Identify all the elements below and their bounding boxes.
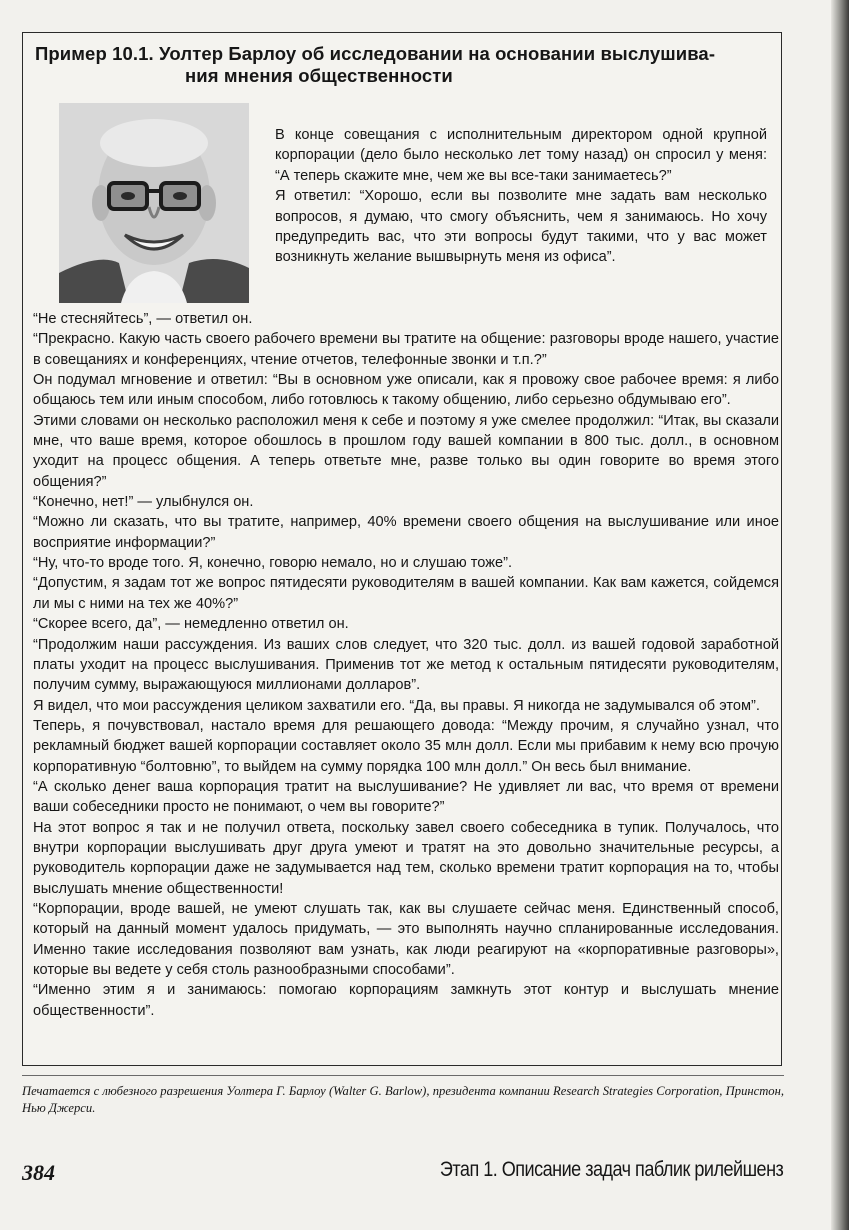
portrait-illustration xyxy=(59,103,249,303)
footnote-rule xyxy=(22,1075,784,1076)
footnote: Печатается с любезного разрешения Уолтера Г. Барлоу (Walter G. Barlow), президента компании Research Strategies Corporation, Принстон, Нью Джерси. xyxy=(22,1084,784,1115)
dialogue-paragraph: Я видел, что мои рассуждения целиком захватили его. “Да, вы правы. Я никогда не задумывался об этом”. xyxy=(33,697,760,714)
portrait-photo xyxy=(59,103,249,303)
dialogue-paragraph: “Не стесняйтесь”, — ответил он. xyxy=(33,311,253,327)
example-box xyxy=(22,32,782,1066)
dialogue-paragraph: На этот вопрос я так и не получил ответа, поскольку завел своего собеседника в тупик. Получалось, что внутри корпорации выслушивать друг друга умеют и тратят на это довольно значительные ресурсы, а руководитель корпорации даже не задумывается над тем, сколько времени тратит корпорация на то, чтобы выслушать мнение общественности! xyxy=(33,819,779,897)
example-title xyxy=(35,43,777,87)
intro-text xyxy=(275,125,767,268)
dialogue-paragraph: “Именно этим я и занимаюсь: помогаю корпорациям замкнуть этот контур и выслушать мнение общественности”. xyxy=(33,982,779,1019)
example-title-line-2: ния мнения общественности xyxy=(185,65,453,86)
page-edge-shadow xyxy=(831,0,849,1230)
dialogue-paragraph: Теперь, я почувствовал, настало время для решающего довода: “Между прочим, я случайно узнал, что рекламный бюджет вашей корпорации составляет около 35 млн долл. Если мы прибавим к нему всю прочую корпоративную “болтовню”, то выйдем на сумму порядка 100 млн долл.” Он весь был внимание. xyxy=(33,717,779,775)
page-number: 384 xyxy=(22,1160,55,1185)
dialogue-paragraph: Этими словами он несколько расположил меня к себе и поэтому я уже смелее продолжил: “Итак, вы сказали мне, что ваше время, которое обошлось в прошлом году вашей компании в 800 тыс. долл., в основном уходит на процесс общения. А теперь ответьте мне, разве только вы один говорите во время этого общения?” xyxy=(33,412,779,490)
intro-paragraph: Я ответил: “Хорошо, если вы позволите мне задать вам несколько вопросов, я думаю, что смогу объяснить, чем я занимаюсь. Но хочу предупредить вас, что эти вопросы будут такими, что у вас может возникнуть желание вышвырнуть меня из офиса”. xyxy=(275,188,767,266)
dialogue-paragraph: “Корпорации, вроде вашей, не умеют слушать так, как вы слушаете сейчас меня. Единственный способ, который на данный момент удалось придумать, — это выполнять научно спланированные исследования. Именно такие исследования позволяют вам узнать, как люди реагируют на «корпоративные разговоры», которые вы ведете у себя столь разнообразными способами”. xyxy=(33,900,779,978)
dialogue-paragraph: “А сколько денег ваша корпорация тратит на выслушивание? Не удивляет ли вас, что время от времени ваши собеседники просто не понимают, о чем вы говорите?” xyxy=(33,778,779,816)
dialogue-paragraph: “Продолжим наши рассуждения. Из ваших слов следует, что 320 тыс. долл. из вашей годовой заработной платы уходит на процесс выслушивания. Применив тот же метод к остальным пятидесяти руководителям, получим сумму, выражающуюся миллионами долларов”. xyxy=(33,636,779,694)
dialogue-paragraph: “Прекрасно. Какую часть своего рабочего времени вы тратите на общение: разговоры вроде нашего, участие в совещаниях и конференциях, чтение отчетов, телефонные звонки и т.п.?” xyxy=(33,331,779,368)
intro-paragraph: В конце совещания с исполнительным директором одной крупной корпорации (дело было несколько лет тому назад) он спросил у меня: “А теперь скажите мне, чем же вы все-таки занимаетесь?” xyxy=(275,127,767,184)
dialogue-paragraph: “Конечно, нет!” — улыбнулся он. xyxy=(33,494,254,511)
dialogue-paragraph: Он подумал мгновение и ответил: “Вы в основном уже описали, как я провожу свое рабочее время: я либо общаюсь тем или иным способом, либо готовлюсь к такому общению, либо серьезно обдумываю его”. xyxy=(33,372,779,409)
dialogue-paragraph: “Ну, что-то вроде того. Я, конечно, говорю немало, но и слушаю тоже”. xyxy=(33,555,513,572)
dialogue-paragraph: “Можно ли сказать, что вы тратите, например, 40% времени своего общения на выслушивание или иное восприятие информации?” xyxy=(33,514,779,551)
running-title: Этап 1. Описание задач паблик рилейшенз xyxy=(439,1158,783,1181)
dialogue-paragraph: “Допустим, я задам тот же вопрос пятидесяти руководителям в вашей компании. Как вам кажется, сойдемся ли мы с ними на тех же 40%?” xyxy=(33,575,779,612)
dialogue-text xyxy=(33,309,779,1021)
example-title-line-1: Пример 10.1. Уолтер Барлоу об исследовании на основании выслушива- xyxy=(35,43,716,64)
dialogue-paragraph: “Скорее всего, да”, — немедленно ответил он. xyxy=(33,616,349,633)
